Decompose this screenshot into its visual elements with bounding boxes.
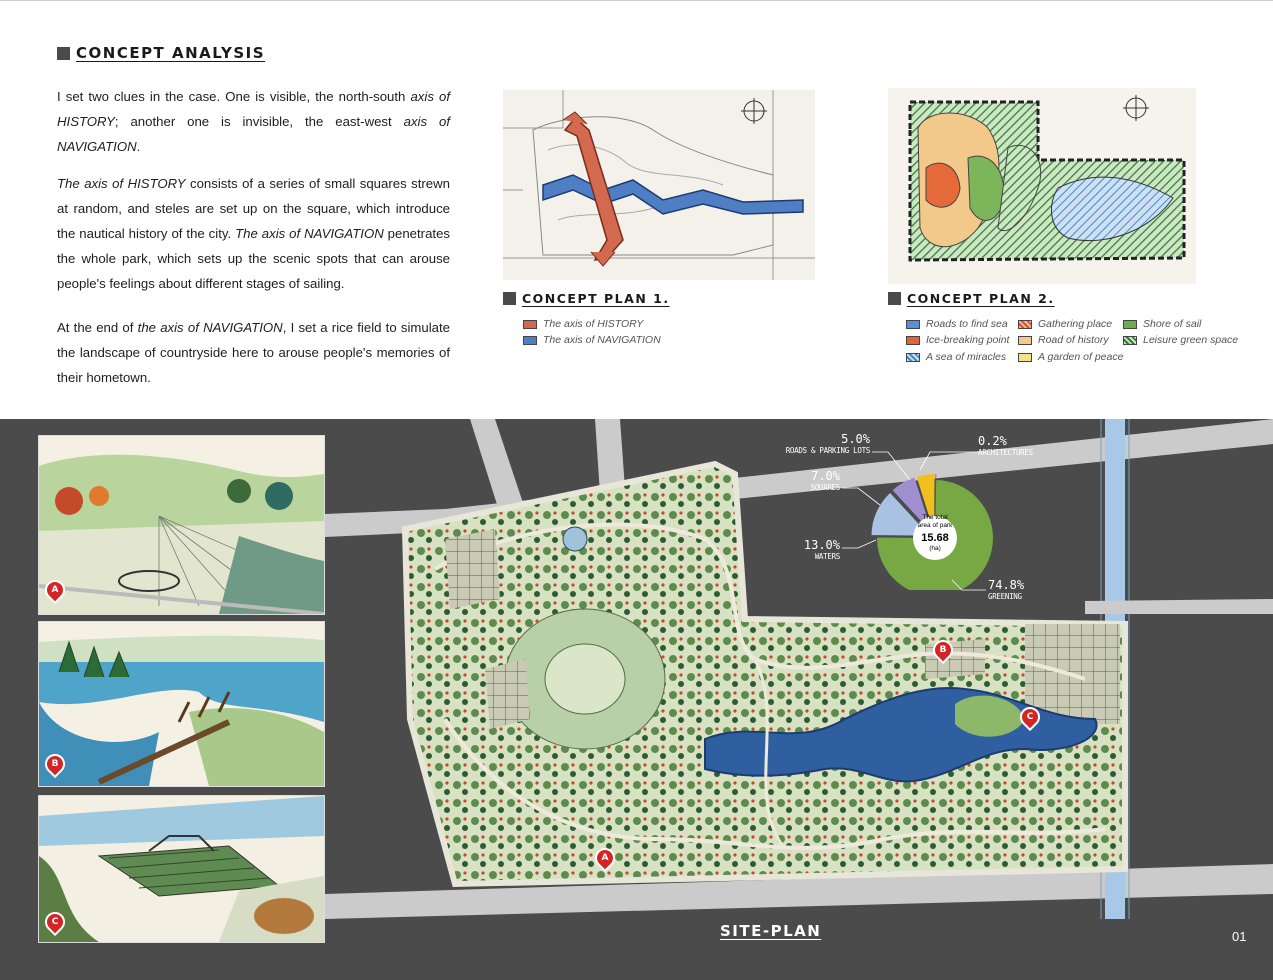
sketch-b-marker: B bbox=[41, 750, 69, 778]
paragraph-1: I set two clues in the case. One is visible, the north-south axis of HISTORY; another one is invisible, the east-west axis of NAVIGATION. bbox=[57, 89, 450, 154]
legend-item: Shore of sail bbox=[1123, 318, 1201, 330]
legend-item: The axis of HISTORY bbox=[523, 318, 643, 330]
page-number: 01 bbox=[1232, 929, 1247, 944]
heading-square-icon bbox=[57, 47, 70, 60]
legend-swatch-icon bbox=[1018, 353, 1032, 362]
sketch-c bbox=[38, 795, 325, 943]
marker-a-pin[interactable]: A bbox=[591, 844, 619, 872]
pie-center-line: The total bbox=[922, 514, 948, 521]
legend-item: Road of history bbox=[1018, 334, 1109, 346]
legend-item: A garden of peace bbox=[1018, 351, 1123, 363]
pie-label-greening: 74.8% GREENING bbox=[988, 578, 1025, 601]
legend-item: Gathering place bbox=[1018, 318, 1112, 330]
legend-item: Leisure green space bbox=[1123, 334, 1238, 346]
legend-swatch-icon bbox=[1018, 336, 1032, 345]
sketch-a-marker: A bbox=[41, 576, 69, 604]
concept-plan-2-heading bbox=[888, 291, 1055, 306]
legend-swatch-icon bbox=[1123, 336, 1137, 345]
concept-analysis-heading bbox=[57, 44, 265, 62]
concept-plan-2-drawing bbox=[888, 88, 1196, 284]
marker-c-pin[interactable]: C bbox=[1016, 703, 1044, 731]
concept-analysis-title: CONCEPT ANALYSIS bbox=[76, 44, 266, 62]
concept-plan-1-heading bbox=[503, 291, 670, 306]
concept-plan-1-legend bbox=[523, 318, 723, 354]
legend-item: The axis of NAVIGATION bbox=[523, 334, 661, 346]
pie-label-architectures: 0.2% ARCHITECTURES bbox=[978, 434, 1033, 457]
legend-swatch-icon bbox=[906, 336, 920, 345]
sketch-b bbox=[38, 621, 325, 787]
marker-b-pin[interactable]: B bbox=[929, 636, 957, 664]
pie-center-unit: (ha) bbox=[929, 545, 941, 552]
heading-square-icon bbox=[503, 292, 516, 305]
legend-swatch-icon bbox=[1123, 320, 1137, 329]
pie-leader-lines bbox=[840, 440, 1000, 600]
sketch-a bbox=[38, 435, 325, 615]
concept-plan-2-legend bbox=[906, 318, 1266, 368]
concept-plan-1-title: CONCEPT PLAN 1. bbox=[522, 291, 670, 306]
legend-item: Roads to find sea bbox=[906, 318, 1008, 330]
pie-center-value: 15.68 bbox=[921, 532, 949, 544]
legend-item: A sea of miracles bbox=[906, 351, 1006, 363]
pie-label-waters: 13.0% WATERS bbox=[803, 538, 840, 561]
legend-swatch-icon bbox=[1018, 320, 1032, 329]
paragraph-2: The axis of HISTORY consists of a series of small squares strewn at random, and steles are set up on the square, which introduce the nautical history of the city. The axis of NAVIGATION penetrates the whole park, which sets up the scenic spots that can arouse people's feelings about different stages of sailing. bbox=[57, 176, 450, 291]
legend-swatch-icon bbox=[906, 353, 920, 362]
pie-label-squares: 7.0% SQUARES bbox=[810, 469, 840, 492]
legend-item: Ice-breaking point bbox=[906, 334, 1009, 346]
site-plan-title: SITE-PLAN bbox=[720, 922, 822, 940]
pie-center-line: area of park bbox=[917, 522, 953, 529]
legend-swatch-icon bbox=[523, 336, 537, 345]
legend-swatch-icon bbox=[906, 320, 920, 329]
paragraph-3: At the end of the axis of NAVIGATION, I set a rice field to simulate the landscape of countryside here to arouse people's memories of their hometown. bbox=[57, 320, 450, 385]
concept-plan-2-title: CONCEPT PLAN 2. bbox=[907, 291, 1055, 306]
sketch-c-marker: C bbox=[41, 908, 69, 936]
legend-swatch-icon bbox=[523, 320, 537, 329]
concept-plan-1-drawing bbox=[503, 90, 815, 280]
heading-square-icon bbox=[888, 292, 901, 305]
site-plan-map bbox=[325, 419, 1273, 919]
pie-label-roads: 5.0% ROADS & PARKING LOTS bbox=[785, 432, 870, 455]
top-border bbox=[0, 0, 1273, 1]
